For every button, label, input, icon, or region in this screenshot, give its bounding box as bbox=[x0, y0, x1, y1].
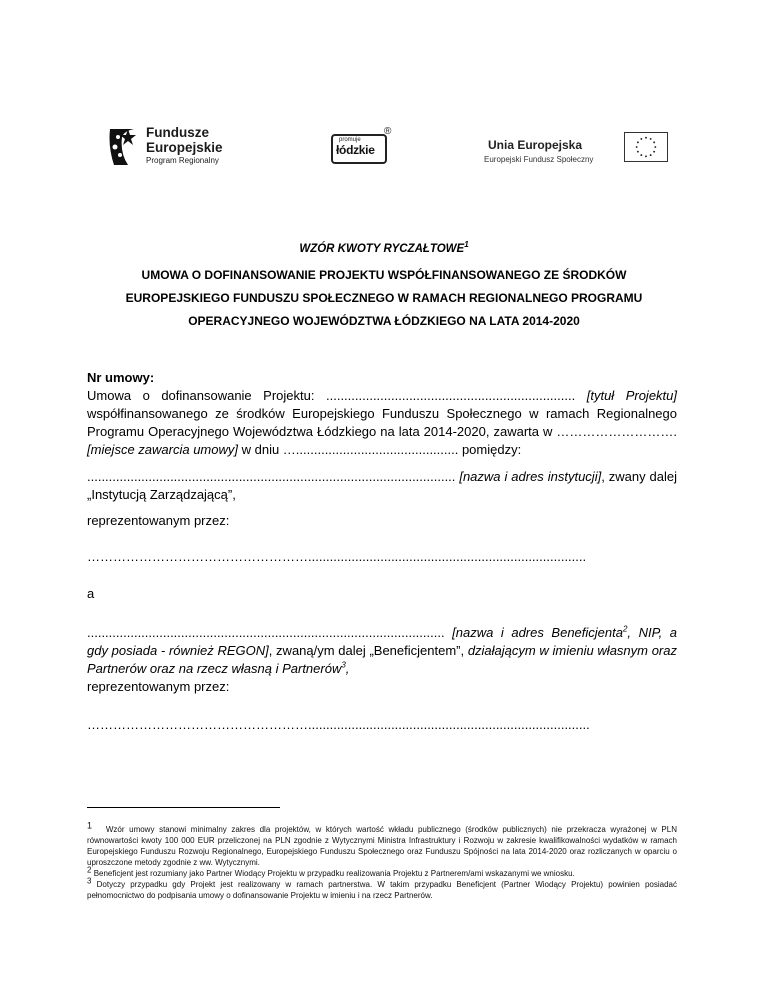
fe-logo-line3: Program Regionalny bbox=[146, 156, 219, 165]
footnote-2 bbox=[87, 865, 677, 879]
template-title-text: WZÓR KWOTY RYCZAŁTOWE bbox=[299, 243, 465, 255]
fundusze-europejskie-logo bbox=[106, 122, 246, 170]
representative-dots-1: ……………………………………………............................................................................. bbox=[87, 549, 587, 564]
ue-logo-line1: Unia Europejska bbox=[488, 138, 583, 152]
lodzkie-logo-main: łódzkie bbox=[336, 143, 375, 157]
institution-paragraph bbox=[87, 468, 677, 504]
template-title bbox=[0, 240, 768, 255]
representative-dots-2: …………………………………………….............................................................................. bbox=[87, 717, 590, 732]
footnotes bbox=[87, 820, 677, 901]
footnote-divider bbox=[87, 807, 280, 808]
promuje-lodzkie-logo bbox=[331, 126, 399, 170]
intro-part-a: Umowa o dofinansowanie Projektu: ..................................................................... bbox=[87, 388, 587, 403]
beneficiary-dots: ................................................................................................... bbox=[87, 625, 453, 640]
footnote-2-number: 2 bbox=[87, 865, 92, 875]
beneficiary-middle: , zwaną/ym dalej „Beneficjentem”, bbox=[268, 643, 468, 658]
contract-title-line3: OPERACYJNEGO WOJEWÓDZTWA ŁÓDZKIEGO NA LATA 2014-2020 bbox=[188, 314, 580, 328]
intro-part-c: w dniu …............................................. pomiędzy: bbox=[238, 442, 522, 457]
ue-logo-line2: Europejski Fundusz Społeczny bbox=[484, 155, 594, 164]
contract-intro-paragraph bbox=[87, 387, 677, 459]
logo-bar bbox=[0, 122, 768, 172]
conjunction-a: a bbox=[87, 586, 95, 601]
footnote-ref-3[interactable]: 3 bbox=[341, 660, 346, 670]
footnote-3 bbox=[87, 876, 677, 901]
footnote-ref-1[interactable]: 1 bbox=[464, 240, 469, 250]
represented-by-1: reprezentowanym przez: bbox=[87, 513, 230, 528]
contract-title-line2: EUROPEJSKIEGO FUNDUSZU SPOŁECZNEGO W RAMACH REGIONALNEGO PROGRAMU bbox=[125, 291, 643, 305]
footnote-3-number: 3 bbox=[87, 876, 92, 886]
place-placeholder: [miejsce zawarcia umowy] bbox=[87, 442, 238, 457]
institution-placeholder: [nazwa i adres instytucji] bbox=[459, 469, 602, 484]
footnote-3-text: Dotyczy przypadku gdy Projekt jest realizowany w ramach partnerstwa. W takim przypadku Beneficjent (Partner Wiodący Projektu) powinien posiadać pełnomocnictwo do podpisania umowy o dofinansowanie Projektu w imieniu i na rzecz Partnerów. bbox=[87, 880, 677, 900]
eu-flag-icon bbox=[624, 132, 668, 162]
footnote-1 bbox=[87, 820, 677, 868]
intro-part-b: współfinansowanego ze środków Europejskiego Funduszu Społecznego w ramach Regionalnego Programu Operacyjnego Województwa Łódzkiego na lata 2014-2020, zawarta w ………………………. bbox=[87, 406, 677, 439]
fe-logo-line2: Europejskie bbox=[146, 140, 223, 155]
represented-by-2: reprezentowanym przez: bbox=[87, 679, 230, 694]
institution-suffix: , zwany dalej „Instytucją Zarządzającą”, bbox=[87, 469, 677, 502]
registered-icon: ® bbox=[384, 126, 392, 137]
institution-dots: ...................................................................................................... bbox=[87, 469, 460, 484]
fe-star-icon bbox=[106, 125, 140, 167]
beneficiary-paragraph bbox=[87, 624, 677, 678]
beneficiary-placeholder-1: [nazwa i adres Beneficjenta bbox=[452, 625, 623, 640]
contract-number-label: Nr umowy: bbox=[87, 370, 155, 385]
footnote-1-text: Wzór umowy stanowi minimalny zakres dla projektów, w których wartość wkładu publicznego (środków publicznych) nie przekracza wyrażonej w PLN równowartości kwoty 100 000 EUR przeliczonej na PLN zgodnie z Wytycznymi Ministra Infrastruktury i Rozwoju w zakresie kwalifikowalności wydatków w ramach Europejskiego Funduszu Rozwoju Regionalnego, Europejskiego Funduszu Społecznego oraz Funduszu Spójności na lata 2014-2020 oraz rozliczanych w oparciu o uproszczone metody zgodnie z ww. Wytycznymi. bbox=[87, 825, 677, 867]
unia-europejska-logo bbox=[484, 130, 668, 170]
contract-title-line1: UMOWA O DOFINANSOWANIE PROJEKTU WSPÓŁFINANSOWANEGO ZE ŚRODKÓW bbox=[141, 268, 627, 282]
footnote-1-number: 1 bbox=[87, 820, 93, 831]
lodzkie-logo-small: promuje bbox=[339, 137, 361, 143]
fe-logo-line1: Fundusze bbox=[146, 125, 209, 140]
footnote-2-text: Beneficjent jest rozumiany jako Partner Wiodący Projektu w przypadku realizowania Projektu z Partnerem/ami wskazanymi we wniosku. bbox=[93, 869, 575, 878]
beneficiary-end: , bbox=[345, 661, 350, 676]
beneficiary-placeholder-2: , NIP, a gdy posiada - również REGON] bbox=[87, 625, 677, 658]
project-title-placeholder: [tytuł Projektu] bbox=[586, 388, 678, 403]
beneficiary-placeholder-3: działającym w imieniu własnym oraz Partnerów oraz na rzecz własną i Partnerów bbox=[87, 643, 677, 676]
footnote-ref-2[interactable]: 2 bbox=[622, 624, 628, 634]
